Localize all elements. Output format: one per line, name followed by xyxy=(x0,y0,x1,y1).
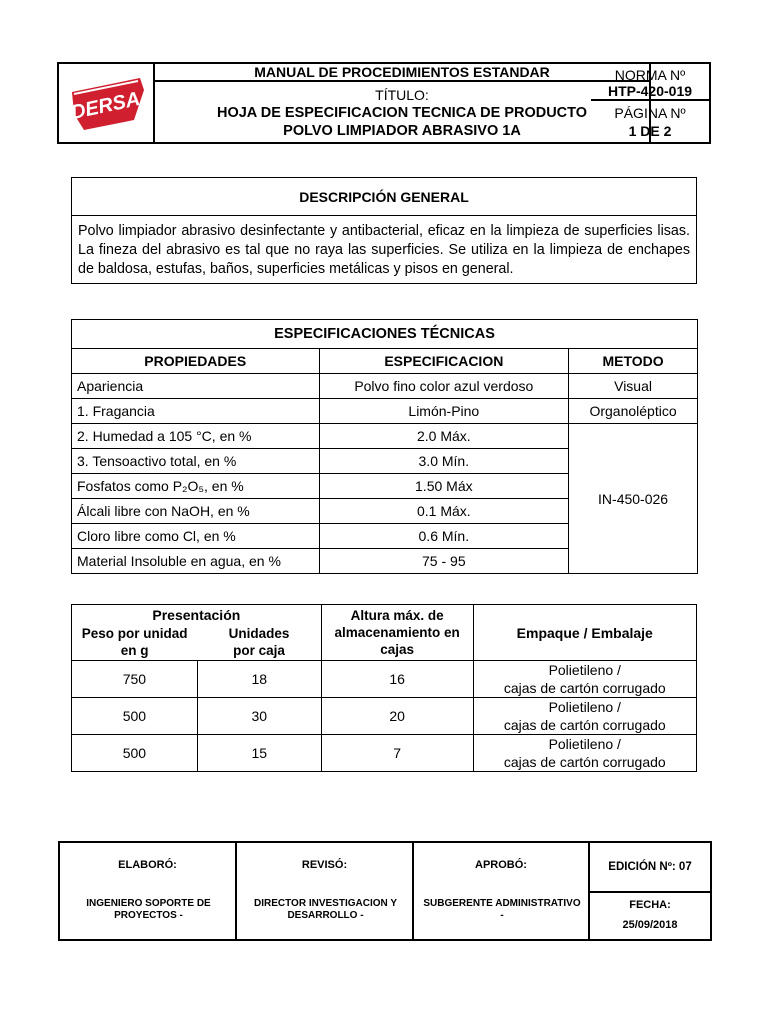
prop-cell: 1. Fragancia xyxy=(72,399,320,424)
spec-cell: 3.0 Mín. xyxy=(319,449,569,474)
height-cell: 7 xyxy=(321,735,473,772)
presentation-header: Presentación xyxy=(72,605,322,625)
spec-cell: 0.6 Mín. xyxy=(319,524,569,549)
norma-value: HTP-420-019 xyxy=(591,83,709,101)
presentation-table xyxy=(71,604,697,772)
prop-cell: Fosfatos como P₂O₅, en % xyxy=(72,474,320,499)
height-cell: 20 xyxy=(321,698,473,735)
edicion-value: EDICIÓN Nº: 07 xyxy=(590,843,710,893)
dersa-logo-graphic xyxy=(64,70,148,136)
pack-line-2: cajas de cartón corrugado xyxy=(503,754,666,770)
prop-cell: Cloro libre como Cl, en % xyxy=(72,524,320,549)
description-box xyxy=(71,177,697,284)
header-propiedades: PROPIEDADES xyxy=(72,349,320,374)
pack-line-2: cajas de cartón corrugado xyxy=(503,680,666,696)
title-line-2: POLVO LIMPIADOR ABRASIVO 1A xyxy=(283,123,521,139)
table-row xyxy=(72,374,698,399)
units-cell: 18 xyxy=(197,661,321,698)
elaboro-column xyxy=(60,843,237,939)
method-cell: Organoléptico xyxy=(569,399,698,424)
pack-line-1: Polietileno / xyxy=(548,662,621,678)
height-header: Altura máx. de almacenamiento en cajas xyxy=(321,605,473,661)
table-row xyxy=(72,735,697,772)
title-label: TÍTULO: xyxy=(375,86,429,103)
weight-cell: 500 xyxy=(72,735,198,772)
pack-header: Empaque / Embalaje xyxy=(473,605,696,661)
edition-column xyxy=(590,843,710,939)
elaboro-label: ELABORÓ: xyxy=(118,859,177,871)
description-title: DESCRIPCIÓN GENERAL xyxy=(72,178,696,216)
table-row xyxy=(72,661,697,698)
table-row xyxy=(72,399,698,424)
table-row xyxy=(72,698,697,735)
norma-block xyxy=(591,64,709,142)
method-cell: Visual xyxy=(569,374,698,399)
prop-cell: 2. Humedad a 105 °C, en % xyxy=(72,424,320,449)
document-header xyxy=(57,62,711,144)
pack-line-1: Polietileno / xyxy=(548,699,621,715)
pagina-label: PÁGINA Nº xyxy=(614,105,686,121)
prop-cell: 3. Tensoactivo total, en % xyxy=(72,449,320,474)
reviso-label: REVISÓ: xyxy=(301,859,348,871)
header-especificacion: ESPECIFICACION xyxy=(319,349,569,374)
spec-cell: 1.50 Máx xyxy=(319,474,569,499)
norma-label: NORMA Nº xyxy=(614,67,686,83)
weight-cell: 750 xyxy=(72,661,198,698)
height-cell: 16 xyxy=(321,661,473,698)
specs-title: ESPECIFICACIONES TÉCNICAS xyxy=(72,320,698,349)
units-cell: 15 xyxy=(197,735,321,772)
logo-text: DERSA xyxy=(69,88,143,125)
elaboro-value: INGENIERO SOPORTE DE PROYECTOS - xyxy=(86,898,211,921)
prop-cell: Material Insoluble en agua, en % xyxy=(72,549,320,574)
specifications-table xyxy=(71,319,698,574)
spec-cell: Polvo fino color azul verdoso xyxy=(319,374,569,399)
title-block xyxy=(155,64,651,142)
description-text: Polvo limpiador abrasivo desinfectante y antibacterial, eficaz en la limpieza de superficies lisas. La fineza del abrasivo es tal que no raya las superficies. Se utiliza en la limpieza de enchapes de baldosa, estufas, baños, superficies metálicas y pisos en general. xyxy=(78,223,690,277)
manual-title: MANUAL DE PROCEDIMIENTOS ESTANDAR xyxy=(155,64,649,82)
reviso-value: DIRECTOR INVESTIGACION Y DESARROLLO - xyxy=(254,898,397,921)
title-line-1: HOJA DE ESPECIFICACION TECNICA DE PRODUCTO xyxy=(216,105,588,121)
weight-cell: 500 xyxy=(72,698,198,735)
weight-header: Peso por unidad en g xyxy=(72,625,198,661)
aprobo-value: SUBGERENTE ADMINISTRATIVO - xyxy=(423,898,581,921)
merged-method-cell: IN-450-026 xyxy=(569,424,698,574)
table-row xyxy=(72,424,698,449)
aprobo-label: APROBÓ: xyxy=(475,859,527,871)
pagina-value: 1 DE 2 xyxy=(628,123,672,139)
spec-cell: 2.0 Máx. xyxy=(319,424,569,449)
spec-cell: Limón-Pino xyxy=(319,399,569,424)
header-metodo: METODO xyxy=(569,349,698,374)
aprobo-column xyxy=(414,843,590,939)
pack-line-1: Polietileno / xyxy=(548,736,621,752)
fecha-label: FECHA: xyxy=(629,899,671,911)
pack-cell xyxy=(473,698,696,735)
fecha-value: 25/09/2018 xyxy=(622,919,678,931)
spec-cell: 75 - 95 xyxy=(319,549,569,574)
reviso-column xyxy=(237,843,414,939)
approval-footer xyxy=(58,841,712,941)
pack-line-2: cajas de cartón corrugado xyxy=(503,717,666,733)
prop-cell: Apariencia xyxy=(72,374,320,399)
units-header: Unidades por caja xyxy=(197,625,321,661)
prop-cell: Álcali libre con NaOH, en % xyxy=(72,499,320,524)
units-cell: 30 xyxy=(197,698,321,735)
pack-cell xyxy=(473,735,696,772)
pack-cell xyxy=(473,661,696,698)
dersa-logo xyxy=(59,64,155,142)
spec-cell: 0.1 Máx. xyxy=(319,499,569,524)
